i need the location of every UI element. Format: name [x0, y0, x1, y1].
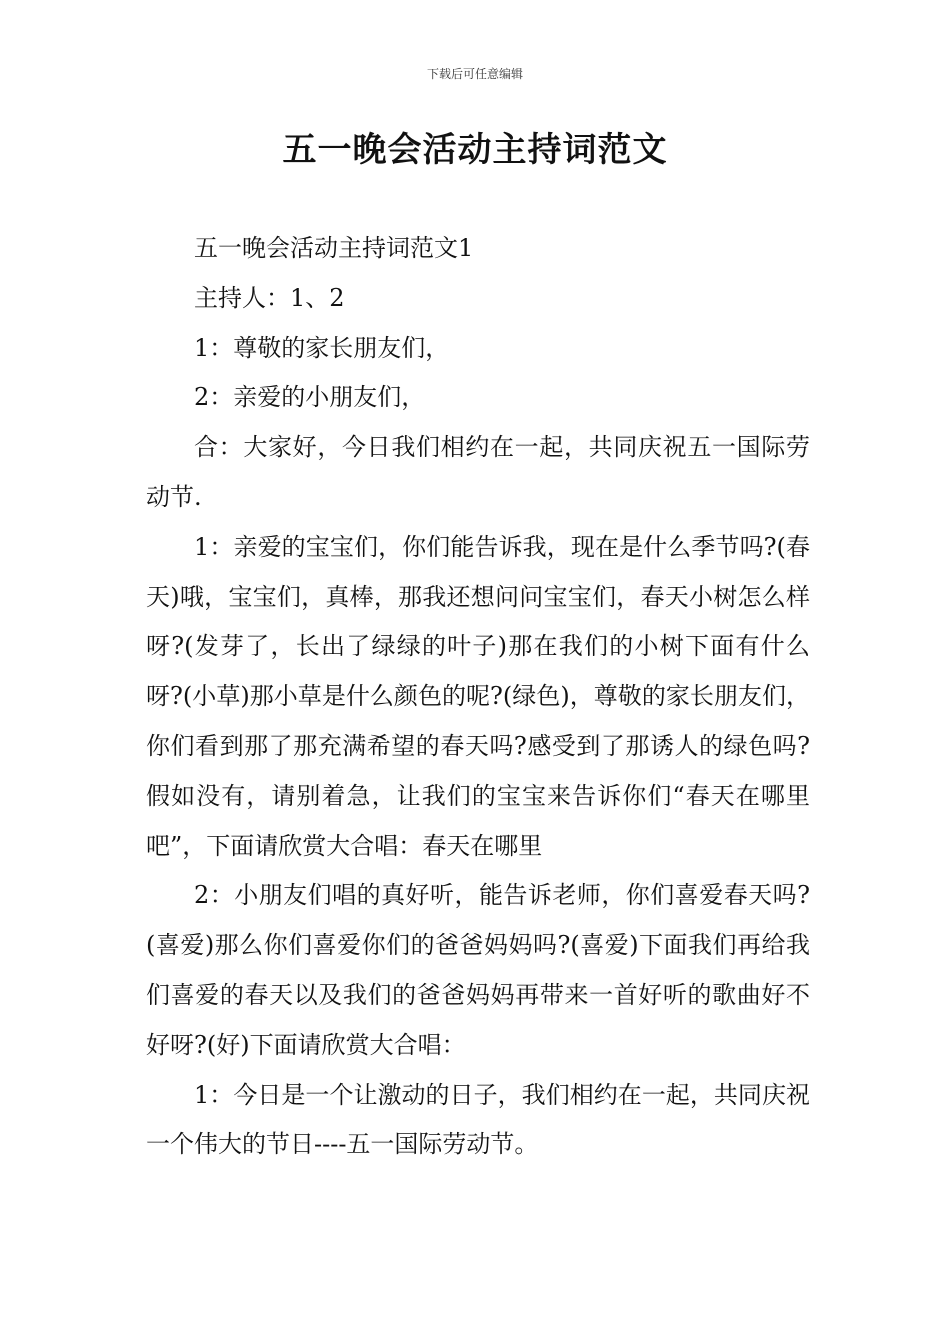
paragraph-greeting-1: 1：尊敬的家长朋友们，: [194, 333, 450, 362]
paragraph-opening: 合：大家好，今日我们相约在一起，共同庆祝五一国际劳动节.: [146, 433, 810, 511]
paragraph-host1-spring: 1：亲爱的宝宝们，你们能告诉我，现在是什么季节吗?(春天)哦，宝宝们，真棒，那我还想问问宝宝们，春天小树怎么样呀?(发芽了，长出了绿绿的叶子)那在我们的小树下面有什么呀?(小草)那小草是什么颜色的呢?(绿色)，尊敬的家长朋友们，你们看到那了那充满希望的春天吗?感受到了那诱人的绿色吗?假如没有，请别着急，让我们的宝宝来告诉你们“春天在哪里吧”，下面请欣赏大合唱：春天在哪里: [146, 532, 810, 860]
paragraph-hosts: 主持人：1、2: [194, 283, 345, 312]
header-note: 下载后可任意编辑: [426, 67, 523, 81]
document-title: 五一晚会活动主持词范文: [282, 130, 668, 170]
paragraph-host2-chorus: 2：小朋友们唱的真好听，能告诉老师，你们喜爱春天吗?(喜爱)那么你们喜爱你们的爸爸妈妈吗?(喜爱)下面我们再给我们喜爱的春天以及我们的爸爸妈妈再带来一首好听的歌曲好不好呀?(好)下面请欣赏大合唱：: [146, 881, 810, 1059]
paragraph-greeting-2: 2：亲爱的小朋友们，: [194, 383, 426, 412]
paragraph-host1-festival: 1：今日是一个让激动的日子，我们相约在一起，共同庆祝一个伟大的节日----五一国际劳动节。: [146, 1080, 810, 1159]
paragraph-subtitle: 五一晚会活动主持词范文1: [194, 234, 474, 262]
document-body: [146, 224, 810, 1170]
